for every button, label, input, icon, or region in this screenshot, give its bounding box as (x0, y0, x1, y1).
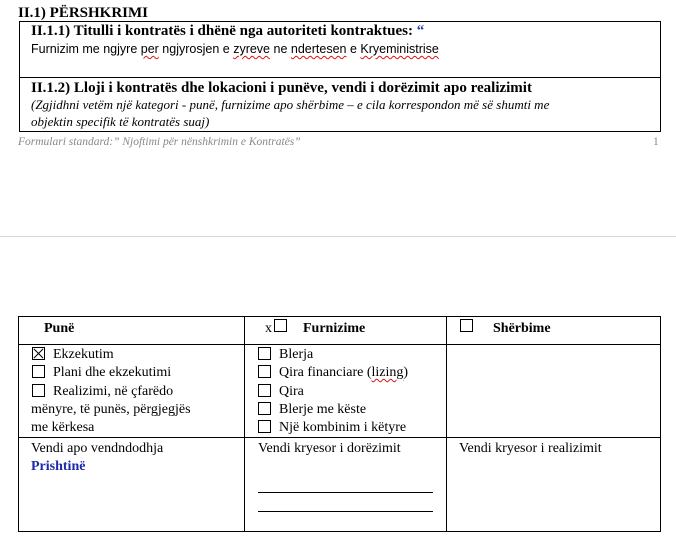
page-break (0, 236, 676, 237)
option-leasing (279, 364, 408, 382)
contract-type-box (19, 77, 661, 132)
table-row-divider (18, 437, 661, 438)
hire-purchase-checkbox[interactable] (258, 402, 271, 415)
rent-checkbox[interactable] (258, 384, 271, 397)
title-word: ne (270, 42, 291, 56)
table-row-divider (18, 344, 661, 345)
option-combination: Një kombinim i këtyre (279, 420, 407, 435)
title-word-misspelled: ndertesen (290, 42, 347, 56)
header-supplies-mark: x (265, 321, 272, 336)
title-word-misspelled: zyreve (233, 42, 271, 56)
combination-checkbox[interactable] (258, 420, 271, 433)
table-col-divider (244, 316, 245, 532)
leasing-prefix: Qira financiare ( (279, 365, 372, 380)
option-execution: Ekzekutim (53, 347, 114, 362)
contract-title-value (31, 42, 439, 56)
execution-checkbox-checked[interactable] (32, 347, 45, 360)
option-design-execution: Plani dhe ekzekutimi (53, 365, 172, 380)
table-border-right (660, 316, 661, 532)
quote-mark: “ (416, 23, 425, 39)
leasing-checkbox[interactable] (258, 365, 271, 378)
leasing-suffix: ) (403, 365, 409, 380)
realization-checkbox[interactable] (32, 384, 45, 397)
purchase-checkbox[interactable] (258, 347, 271, 360)
page-number: 1 (653, 136, 659, 148)
contract-type-heading: II.1.2) Lloji i kontratës dhe lokacioni i punëve, vendi i dorëzimit apo realizimit (31, 80, 532, 96)
option-realization-1: Realizimi, në çfarëdo (53, 384, 174, 399)
works-location-value: Prishtinë (31, 459, 86, 474)
services-location-label: Vendi kryesor i realizimit (459, 441, 602, 456)
supplies-checkbox[interactable] (274, 319, 287, 332)
supplies-location-input-line[interactable] (258, 511, 433, 512)
title-word-misspelled: Kryeministrise (360, 42, 439, 56)
form-footer: Formulari standard:” Njoftimi për nënshkrimin e Kontratës” (18, 136, 301, 148)
leasing-word: lizing (371, 365, 404, 380)
contract-type-instruction-2: objektin specifik të kontratës suaj) (31, 114, 210, 129)
title-word-misspelled: per (140, 42, 159, 56)
table-border-top (18, 316, 661, 317)
header-supplies: Furnizime (303, 321, 366, 336)
option-realization-2: mënyre, të punës, përgjegjës (31, 402, 191, 417)
works-location-label: Vendi apo vendndodhja (31, 441, 164, 456)
section-heading: II.1) PËRSHKRIMI (18, 5, 149, 21)
title-word: ngjyrosjen e (158, 42, 234, 56)
title-word: e (346, 42, 361, 56)
supplies-location-input-line[interactable] (258, 492, 433, 493)
option-purchase: Blerja (279, 347, 314, 362)
table-border-left (18, 316, 19, 532)
contract-title-box (19, 21, 661, 78)
supplies-location-label: Vendi kryesor i dorëzimit (258, 441, 401, 456)
contract-title-label: II.1.1) Titulli i kontratës i dhënë nga autoriteti kontraktues: (31, 23, 417, 39)
contract-type-instruction-1: (Zgjidhni vetëm një kategori - punë, furnizime apo shërbime – e cila korrespondon më së shumti me (31, 97, 550, 112)
option-rent: Qira (279, 384, 304, 399)
option-realization-3: me kërkesa (31, 420, 95, 435)
table-col-divider (446, 316, 447, 532)
services-checkbox[interactable] (460, 319, 473, 332)
design-execution-checkbox[interactable] (32, 365, 45, 378)
title-word: Furnizim me ngjyre (31, 42, 141, 56)
option-hire-purchase: Blerje me këste (279, 402, 367, 417)
header-works: Punë (44, 321, 75, 336)
table-border-bottom (18, 531, 661, 532)
contract-title-heading (31, 23, 424, 40)
header-services: Shërbime (493, 321, 551, 336)
